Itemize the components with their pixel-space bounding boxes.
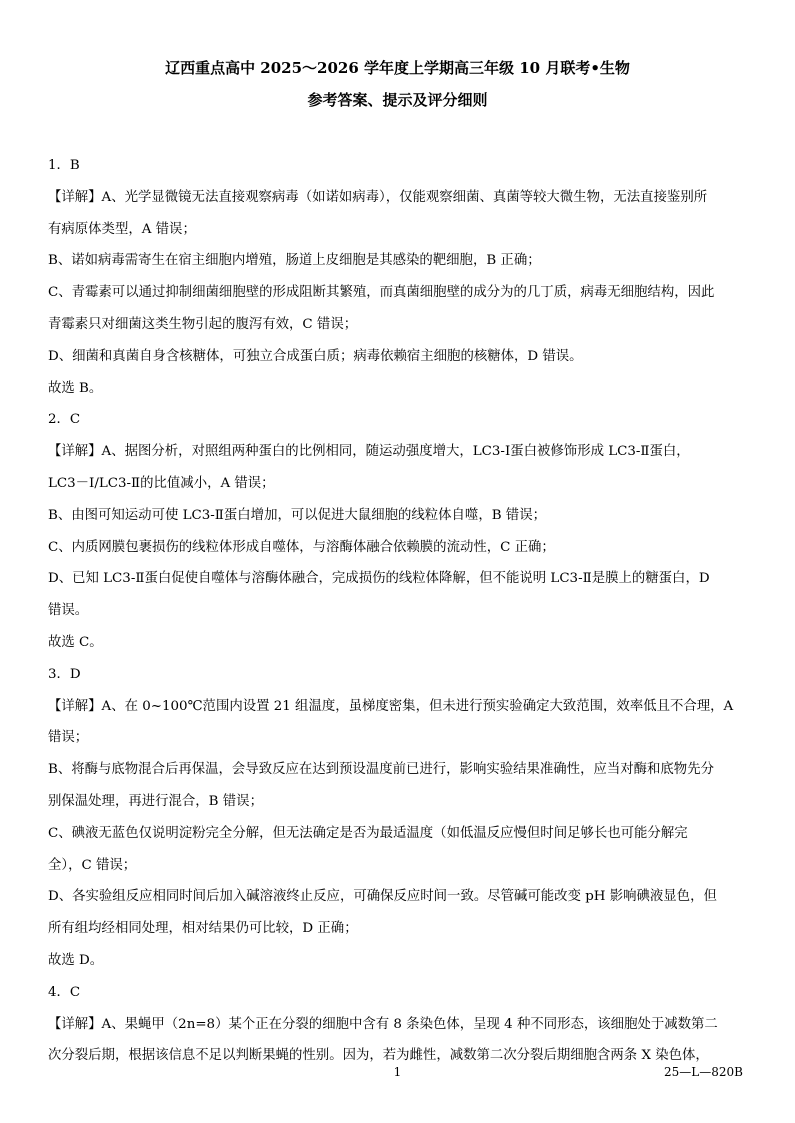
answer-line: 所有组均经相同处理，相对结果仍可比较，D 正确；: [48, 921, 358, 937]
answer-line: 故选 C。: [48, 634, 103, 650]
answer-line: B、由图可知运动可使 LC3-Ⅱ蛋白增加，可以促进大鼠细胞的线粒体自噬，B 错误；: [48, 507, 546, 523]
answer-line: 错误。: [48, 603, 89, 619]
answer-line: B、将酶与底物混合后再保温，会导致反应在达到预设温度前已进行，影响实验结果准确性，应当对酶和底物先分: [48, 762, 714, 778]
answer-line: 2．C: [48, 412, 81, 428]
document-code: 25—L—820B: [664, 1065, 743, 1079]
answer-line: 次分裂后期，根据该信息不足以判断果蝇的性别。因为，若为雌性，减数第二次分裂后期细胞含两条 X 染色体，: [48, 1048, 709, 1064]
answer-line: 有病原体类型，A 错误；: [48, 221, 196, 237]
answer-line: 【详解】A、果蝇甲（2n=8）某个正在分裂的细胞中含有 8 条染色体，呈现 4 种不同形态，该细胞处于减数第二: [48, 1016, 718, 1032]
answer-line: 错误；: [48, 730, 89, 746]
answer-content: [48, 150, 748, 1072]
answer-line: 【详解】A、据图分析，对照组两种蛋白的比例相同，随运动强度增大，LC3-Ⅰ蛋白被修饰形成 LC3-Ⅱ蛋白，: [48, 444, 690, 460]
answer-line: 1．B: [48, 158, 80, 173]
answer-line: 3．D: [48, 666, 81, 682]
answer-line: D、各实验组反应相同时间后加入碱溶液终止反应，可确保反应时间一致。尽管碱可能改变 pH 影响碘液显色，但: [48, 889, 717, 905]
document-title: 辽西重点高中 2025～2026 学年度上学期高三年级 10 月联考•生物: [165, 59, 630, 77]
answer-line: 别保温处理，再进行混合，B 错误；: [48, 793, 263, 809]
document-subtitle: 参考答案、提示及评分细则: [307, 91, 488, 109]
answer-line: B、诺如病毒需寄生在宿主细胞内增殖，肠道上皮细胞是其感染的靶细胞，B 正确；: [48, 253, 541, 269]
answer-line: 【详解】A、光学显微镜无法直接观察病毒（如诺如病毒），仅能观察细菌、真菌等较大微生物，无法直接鉴别所: [48, 189, 708, 205]
answer-line: C、内质网膜包裹损伤的线粒体形成自噬体，与溶酶体融合依赖膜的流动性，C 正确；: [48, 539, 555, 555]
answer-line: D、已知 LC3-Ⅱ蛋白促使自噬体与溶酶体融合，完成损伤的线粒体降解，但不能说明 LC3-Ⅱ是膜上的糖蛋白，D: [48, 571, 710, 587]
answer-line: 青霉素只对细菌这类生物引起的腹泻有效，C 错误；: [48, 316, 358, 332]
answer-line: D、细菌和真菌自身含核糖体，可独立合成蛋白质；病毒依赖宿主细胞的核糖体，D 错误。: [48, 348, 583, 364]
answer-line: 4．C: [48, 984, 81, 1000]
answer-line: 故选 B。: [48, 380, 103, 396]
answer-line: C、青霉素可以通过抑制细菌细胞壁的形成阻断其繁殖，而真菌细胞壁的成分为的几丁质，病毒无细胞结构，因此: [48, 285, 715, 301]
answer-line: C、碘液无蓝色仅说明淀粉完全分解，但无法确定是否为最适温度（如低温反应慢但时间足够长也可能分解完: [48, 825, 688, 841]
answer-line: LC3－Ⅰ/LC3-Ⅱ的比值减小，A 错误；: [48, 475, 275, 491]
page-number: 1: [393, 1065, 402, 1079]
answer-line: 故选 D。: [48, 952, 104, 968]
answer-line: 【详解】A、在 0~100℃范围内设置 21 组温度，虽梯度密集，但未进行预实验确定大致范围，效率低且不合理，A: [48, 698, 734, 714]
answer-line: 全），C 错误；: [48, 857, 137, 873]
